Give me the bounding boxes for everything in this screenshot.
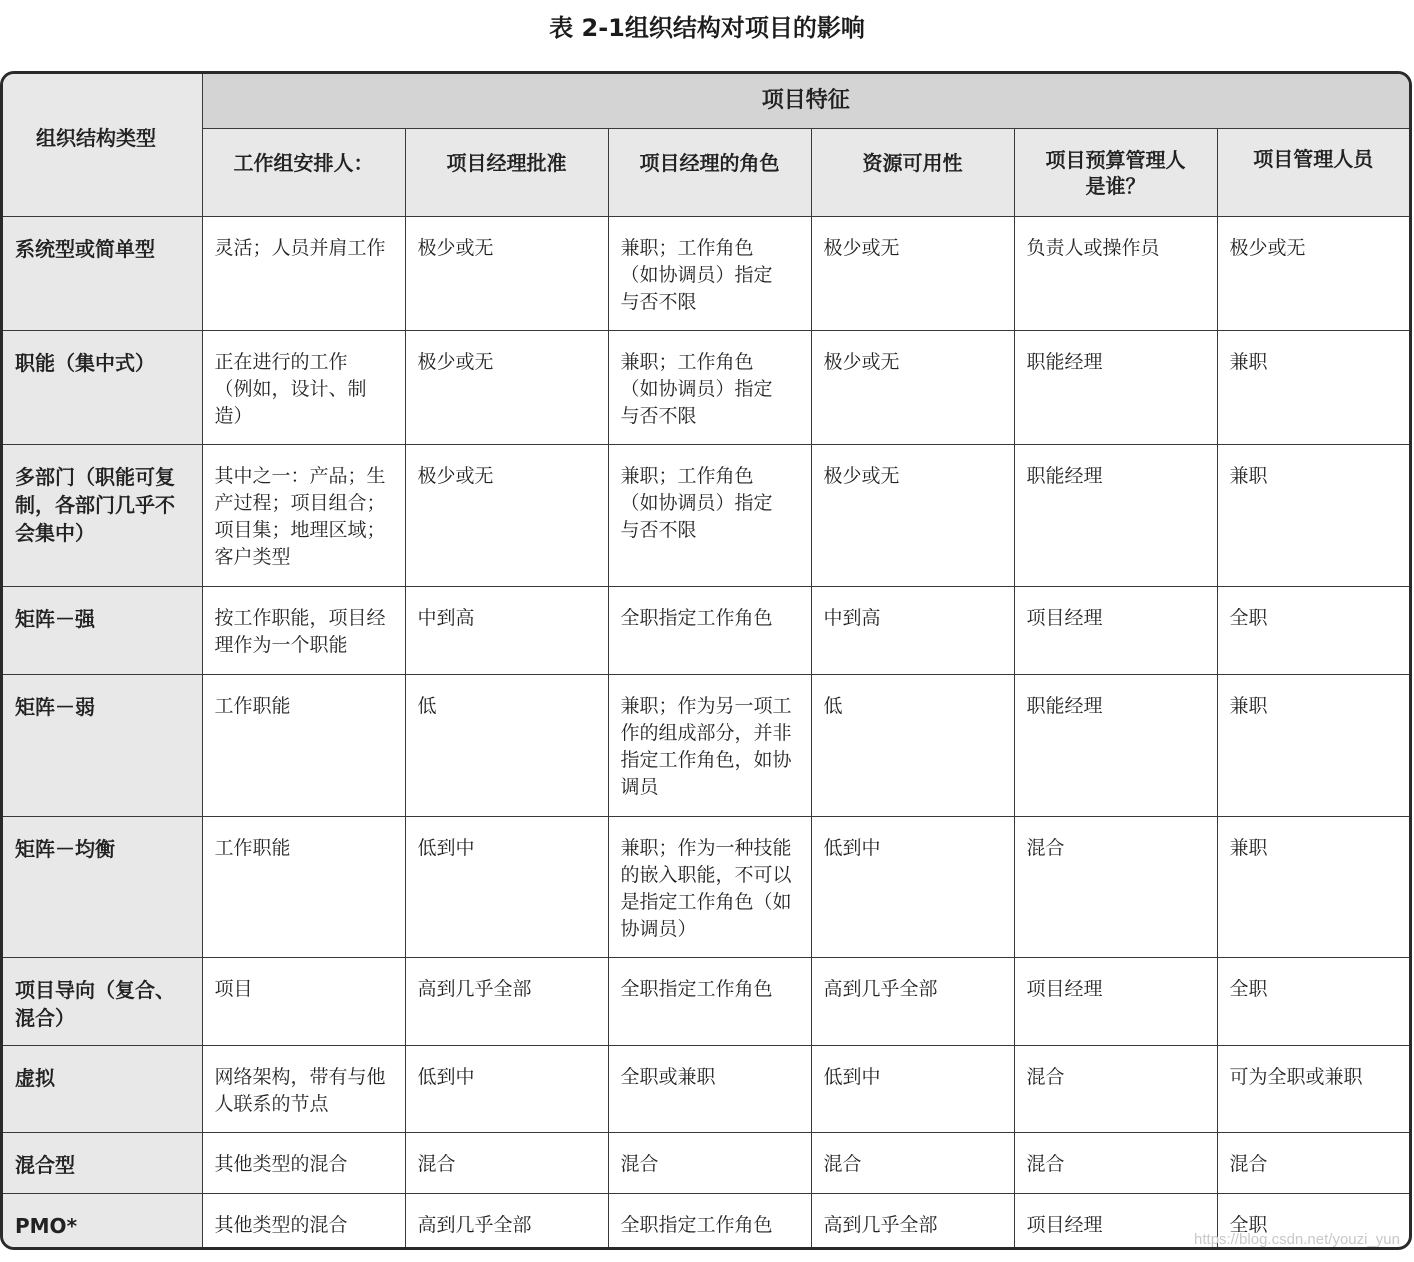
header-org-type: 组织结构类型	[3, 74, 202, 216]
table-cell: 兼职	[1217, 330, 1409, 444]
table-cell: 中到高	[405, 586, 608, 674]
table-row	[3, 674, 1409, 816]
table-row	[3, 816, 1409, 957]
table-cell: 工作职能	[202, 674, 405, 816]
table-cell: 兼职；工作角色 （如协调员）指定 与否不限	[608, 330, 811, 444]
row-type: PMO*	[3, 1193, 202, 1250]
table-cell: 高到几乎全部	[811, 957, 1014, 1045]
header-col-0: 工作组安排人：	[202, 128, 405, 216]
table-cell: 混合	[811, 1132, 1014, 1193]
table-cell: 极少或无	[405, 444, 608, 586]
row-type: 虚拟	[3, 1045, 202, 1132]
table-cell: 极少或无	[405, 330, 608, 444]
table-cell: 正在进行的工作 （例如，设计、制造）	[202, 330, 405, 444]
table-cell: 混合	[1014, 1045, 1217, 1132]
header-col-4: 项目预算管理人 是谁？	[1014, 128, 1217, 216]
table-cell: 全职指定工作角色	[608, 1193, 811, 1250]
table-cell: 混合	[1014, 816, 1217, 957]
table-cell: 兼职	[1217, 674, 1409, 816]
table-row	[3, 1045, 1409, 1132]
table-cell: 混合	[1014, 1132, 1217, 1193]
table-cell: 全职或兼职	[608, 1045, 811, 1132]
table-cell: 职能经理	[1014, 330, 1217, 444]
table-cell: 可为全职或兼职	[1217, 1045, 1409, 1132]
table-cell: 极少或无	[811, 330, 1014, 444]
table-cell: 项目经理	[1014, 1193, 1217, 1250]
table-cell: 兼职；工作角色 （如协调员）指定 与否不限	[608, 444, 811, 586]
table-cell: 混合	[1217, 1132, 1409, 1193]
table-cell: 兼职	[1217, 816, 1409, 957]
header-col-1: 项目经理批准	[405, 128, 608, 216]
header-col-2: 项目经理的角色	[608, 128, 811, 216]
table-cell: 混合	[405, 1132, 608, 1193]
table-cell: 低到中	[811, 816, 1014, 957]
table-row	[3, 586, 1409, 674]
table-row	[3, 1132, 1409, 1193]
row-type: 职能（集中式）	[3, 330, 202, 444]
table-cell: 兼职；作为另一项工 作的组成部分，并非 指定工作角色，如协 调员	[608, 674, 811, 816]
table-cell: 低到中	[405, 816, 608, 957]
table-cell: 其他类型的混合	[202, 1193, 405, 1250]
table-cell: 项目经理	[1014, 957, 1217, 1045]
table-cell: 其他类型的混合	[202, 1132, 405, 1193]
table-cell: 全职	[1217, 1193, 1409, 1250]
table-cell: 项目	[202, 957, 405, 1045]
table-cell: 低到中	[405, 1045, 608, 1132]
table-cell: 灵活；人员并肩工作	[202, 216, 405, 330]
row-type: 矩阵－弱	[3, 674, 202, 816]
table-cell: 职能经理	[1014, 444, 1217, 586]
header-col-3: 资源可用性	[811, 128, 1014, 216]
table-cell: 混合	[608, 1132, 811, 1193]
table-cell: 低	[405, 674, 608, 816]
table-cell: 负责人或操作员	[1014, 216, 1217, 330]
table-cell: 职能经理	[1014, 674, 1217, 816]
table-cell: 其中之一：产品；生 产过程；项目组合； 项目集；地理区域； 客户类型	[202, 444, 405, 586]
table-cell: 按工作职能，项目经 理作为一个职能	[202, 586, 405, 674]
table-cell: 中到高	[811, 586, 1014, 674]
table-cell: 兼职	[1217, 444, 1409, 586]
table-row	[3, 957, 1409, 1045]
table-cell: 极少或无	[1217, 216, 1409, 330]
table-cell: 全职	[1217, 586, 1409, 674]
table-cell: 高到几乎全部	[405, 1193, 608, 1250]
table-cell: 工作职能	[202, 816, 405, 957]
table-cell: 项目经理	[1014, 586, 1217, 674]
table-cell: 极少或无	[811, 216, 1014, 330]
table-cell: 极少或无	[811, 444, 1014, 586]
row-type: 系统型或简单型	[3, 216, 202, 330]
table-row	[3, 216, 1409, 330]
row-type: 项目导向（复合、混合）	[3, 957, 202, 1045]
header-project-characteristics: 项目特征	[202, 74, 1409, 128]
table-cell: 高到几乎全部	[405, 957, 608, 1045]
table-cell: 极少或无	[405, 216, 608, 330]
table-cell: 兼职；作为一种技能 的嵌入职能，不可以 是指定工作角色（如 协调员）	[608, 816, 811, 957]
table-row	[3, 444, 1409, 586]
row-type: 混合型	[3, 1132, 202, 1193]
table-cell: 全职指定工作角色	[608, 586, 811, 674]
table-cell: 兼职；工作角色 （如协调员）指定 与否不限	[608, 216, 811, 330]
table-cell: 网络架构，带有与他 人联系的节点	[202, 1045, 405, 1132]
table-cell: 全职	[1217, 957, 1409, 1045]
table-cell: 低到中	[811, 1045, 1014, 1132]
row-type: 矩阵－均衡	[3, 816, 202, 957]
row-type: 多部门（职能可复制，各部门几乎不会集中）	[3, 444, 202, 586]
watermark-url: https://blog.csdn.net/youzi_yun	[1194, 1231, 1400, 1248]
table-cell: 全职指定工作角色	[608, 957, 811, 1045]
header-col-5: 项目管理人员	[1217, 128, 1409, 216]
row-type: 矩阵－强	[3, 586, 202, 674]
table-row	[3, 330, 1409, 444]
table-cell: 低	[811, 674, 1014, 816]
org-structure-table	[0, 71, 1412, 1250]
table-cell: 高到几乎全部	[811, 1193, 1014, 1250]
table-title: 表 2-1组织结构对项目的影响	[549, 14, 865, 42]
